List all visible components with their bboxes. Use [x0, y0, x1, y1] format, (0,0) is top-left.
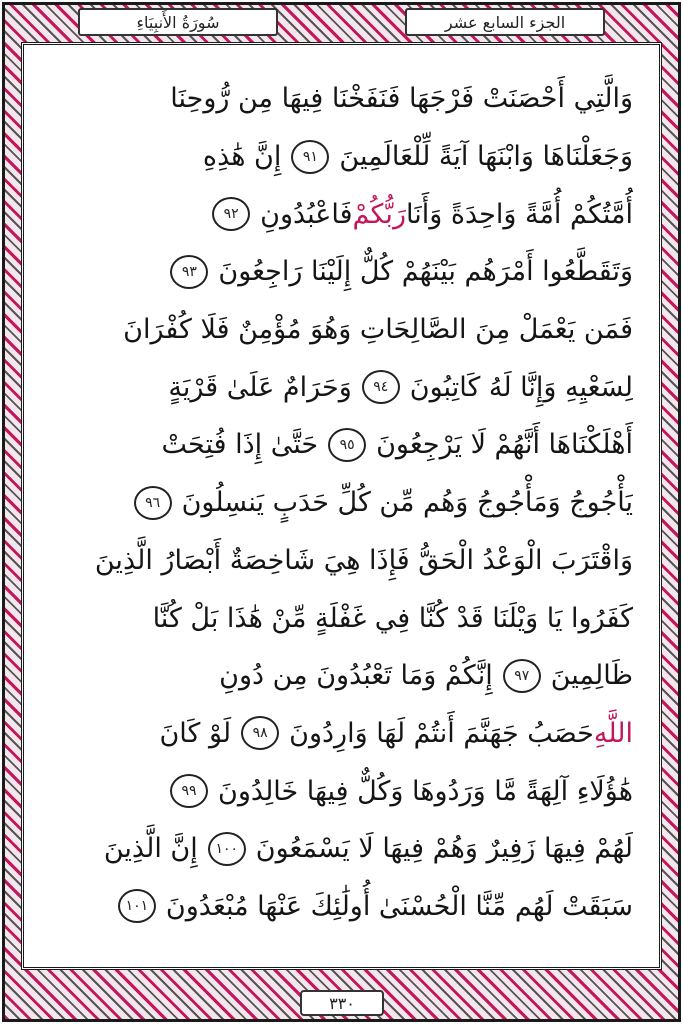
page-number: ٣٣٠: [300, 990, 384, 1016]
verse-text: كَفَرُوا يَا وَيْلَنَا قَدْ كُنَّا فِي غَفْلَةٍ مِّنْ هَٰذَا بَلْ كُنَّا: [152, 602, 633, 634]
verse-text: لَوْ كَانَ: [159, 717, 232, 749]
ayah-number-marker: ٩٤: [362, 370, 400, 404]
text-line: [50, 358, 633, 416]
ayah-number-marker: ١٠٠: [208, 832, 246, 866]
text-line: [50, 820, 633, 878]
text-line: [50, 589, 633, 647]
verse-text: فَاعْبُدُونِ: [260, 198, 353, 230]
ayah-number-marker: ٩٧: [503, 659, 541, 693]
text-line: [50, 185, 633, 243]
text-line: [50, 705, 633, 763]
verse-text: وَحَرَامٌ عَلَىٰ قَرْيَةٍ: [168, 371, 352, 403]
verse-text: سَبَقَتْ لَهُم مِّنَّا الْحُسْنَىٰ أُولَٰئِكَ عَنْهَا مُبْعَدُونَ: [165, 890, 633, 922]
text-line: [50, 474, 633, 532]
verse-text: ظَالِمِينَ: [550, 660, 633, 692]
ayah-number-marker: ٩٦: [134, 486, 172, 520]
highlighted-word: اللَّهِ: [593, 717, 633, 749]
text-line: [50, 128, 633, 186]
verse-text: وَالَّتِي أَحْصَنَتْ فَرْجَهَا فَنَفَخْنَا فِيهَا مِن رُّوحِنَا: [170, 83, 633, 115]
verse-text: يَأْجُوجُ وَمَأْجُوجُ وَهُم مِّن كُلِّ حَدَبٍ يَنسِلُونَ: [181, 487, 633, 519]
verse-text: إِنَّ هَٰذِهِ: [202, 141, 282, 173]
verse-text: وَتَقَطَّعُوا أَمْرَهُم بَيْنَهُمْ كُلٌّ إِلَيْنَا رَاجِعُونَ: [218, 256, 633, 288]
ayah-number-marker: ٩٢: [212, 197, 250, 231]
juz-name-label: الجزء السابع عشر: [405, 8, 605, 36]
text-line: [50, 70, 633, 128]
surah-name-label: سُورَةُ الأَنبِيَاءِ: [78, 8, 278, 36]
verse-text: وَاقْتَرَبَ الْوَعْدُ الْحَقُّ فَإِذَا هِيَ شَاخِصَةٌ أَبْصَارُ الَّذِينَ: [94, 544, 633, 576]
text-line: [50, 301, 633, 359]
verse-text: لِسَعْيِهِ وَإِنَّا لَهُ كَاتِبُونَ: [409, 371, 633, 403]
verse-text: أَهْلَكْنَاهَا أَنَّهُمْ لَا يَرْجِعُونَ: [376, 429, 633, 461]
verse-text: إِنَّ الَّذِينَ: [103, 833, 198, 865]
verse-text: إِنَّكُمْ وَمَا تَعْبُدُونَ مِن دُونِ: [219, 660, 493, 692]
text-line: [50, 532, 633, 590]
text-line: [50, 762, 633, 820]
text-line: [50, 647, 633, 705]
text-line: [50, 416, 633, 474]
ayah-number-marker: ٩٩: [170, 774, 208, 808]
verse-text: فَمَن يَعْمَلْ مِنَ الصَّالِحَاتِ وَهُوَ مُؤْمِنٌ فَلَا كُفْرَانَ: [123, 314, 633, 346]
text-line: [50, 243, 633, 301]
verse-text: حَتَّىٰ إِذَا فُتِحَتْ: [161, 429, 319, 461]
text-line: [50, 878, 633, 936]
quran-text-block: [50, 70, 633, 935]
highlighted-word: رَبُّكُمْ: [352, 198, 406, 230]
ayah-number-marker: ٩٣: [170, 255, 208, 289]
verse-text: حَصَبُ جَهَنَّمَ أَنتُمْ لَهَا وَارِدُونَ: [289, 717, 594, 749]
verse-text: أُمَّتُكُمْ أُمَّةً وَاحِدَةً وَأَنَا: [405, 198, 633, 230]
verse-text: هَٰؤُلَاءِ آلِهَةً مَّا وَرَدُوهَا وَكُلٌّ فِيهَا خَالِدُونَ: [218, 775, 633, 807]
ayah-number-marker: ٩٥: [328, 428, 366, 462]
verse-text: لَهُمْ فِيهَا زَفِيرٌ وَهُمْ فِيهَا لَا يَسْمَعُونَ: [255, 833, 633, 865]
ayah-number-marker: ٩١: [291, 140, 329, 174]
verse-text: وَجَعَلْنَاهَا وَابْنَهَا آيَةً لِّلْعَالَمِينَ: [339, 141, 633, 173]
ayah-number-marker: ١٠١: [118, 889, 156, 923]
ayah-number-marker: ٩٨: [241, 716, 279, 750]
